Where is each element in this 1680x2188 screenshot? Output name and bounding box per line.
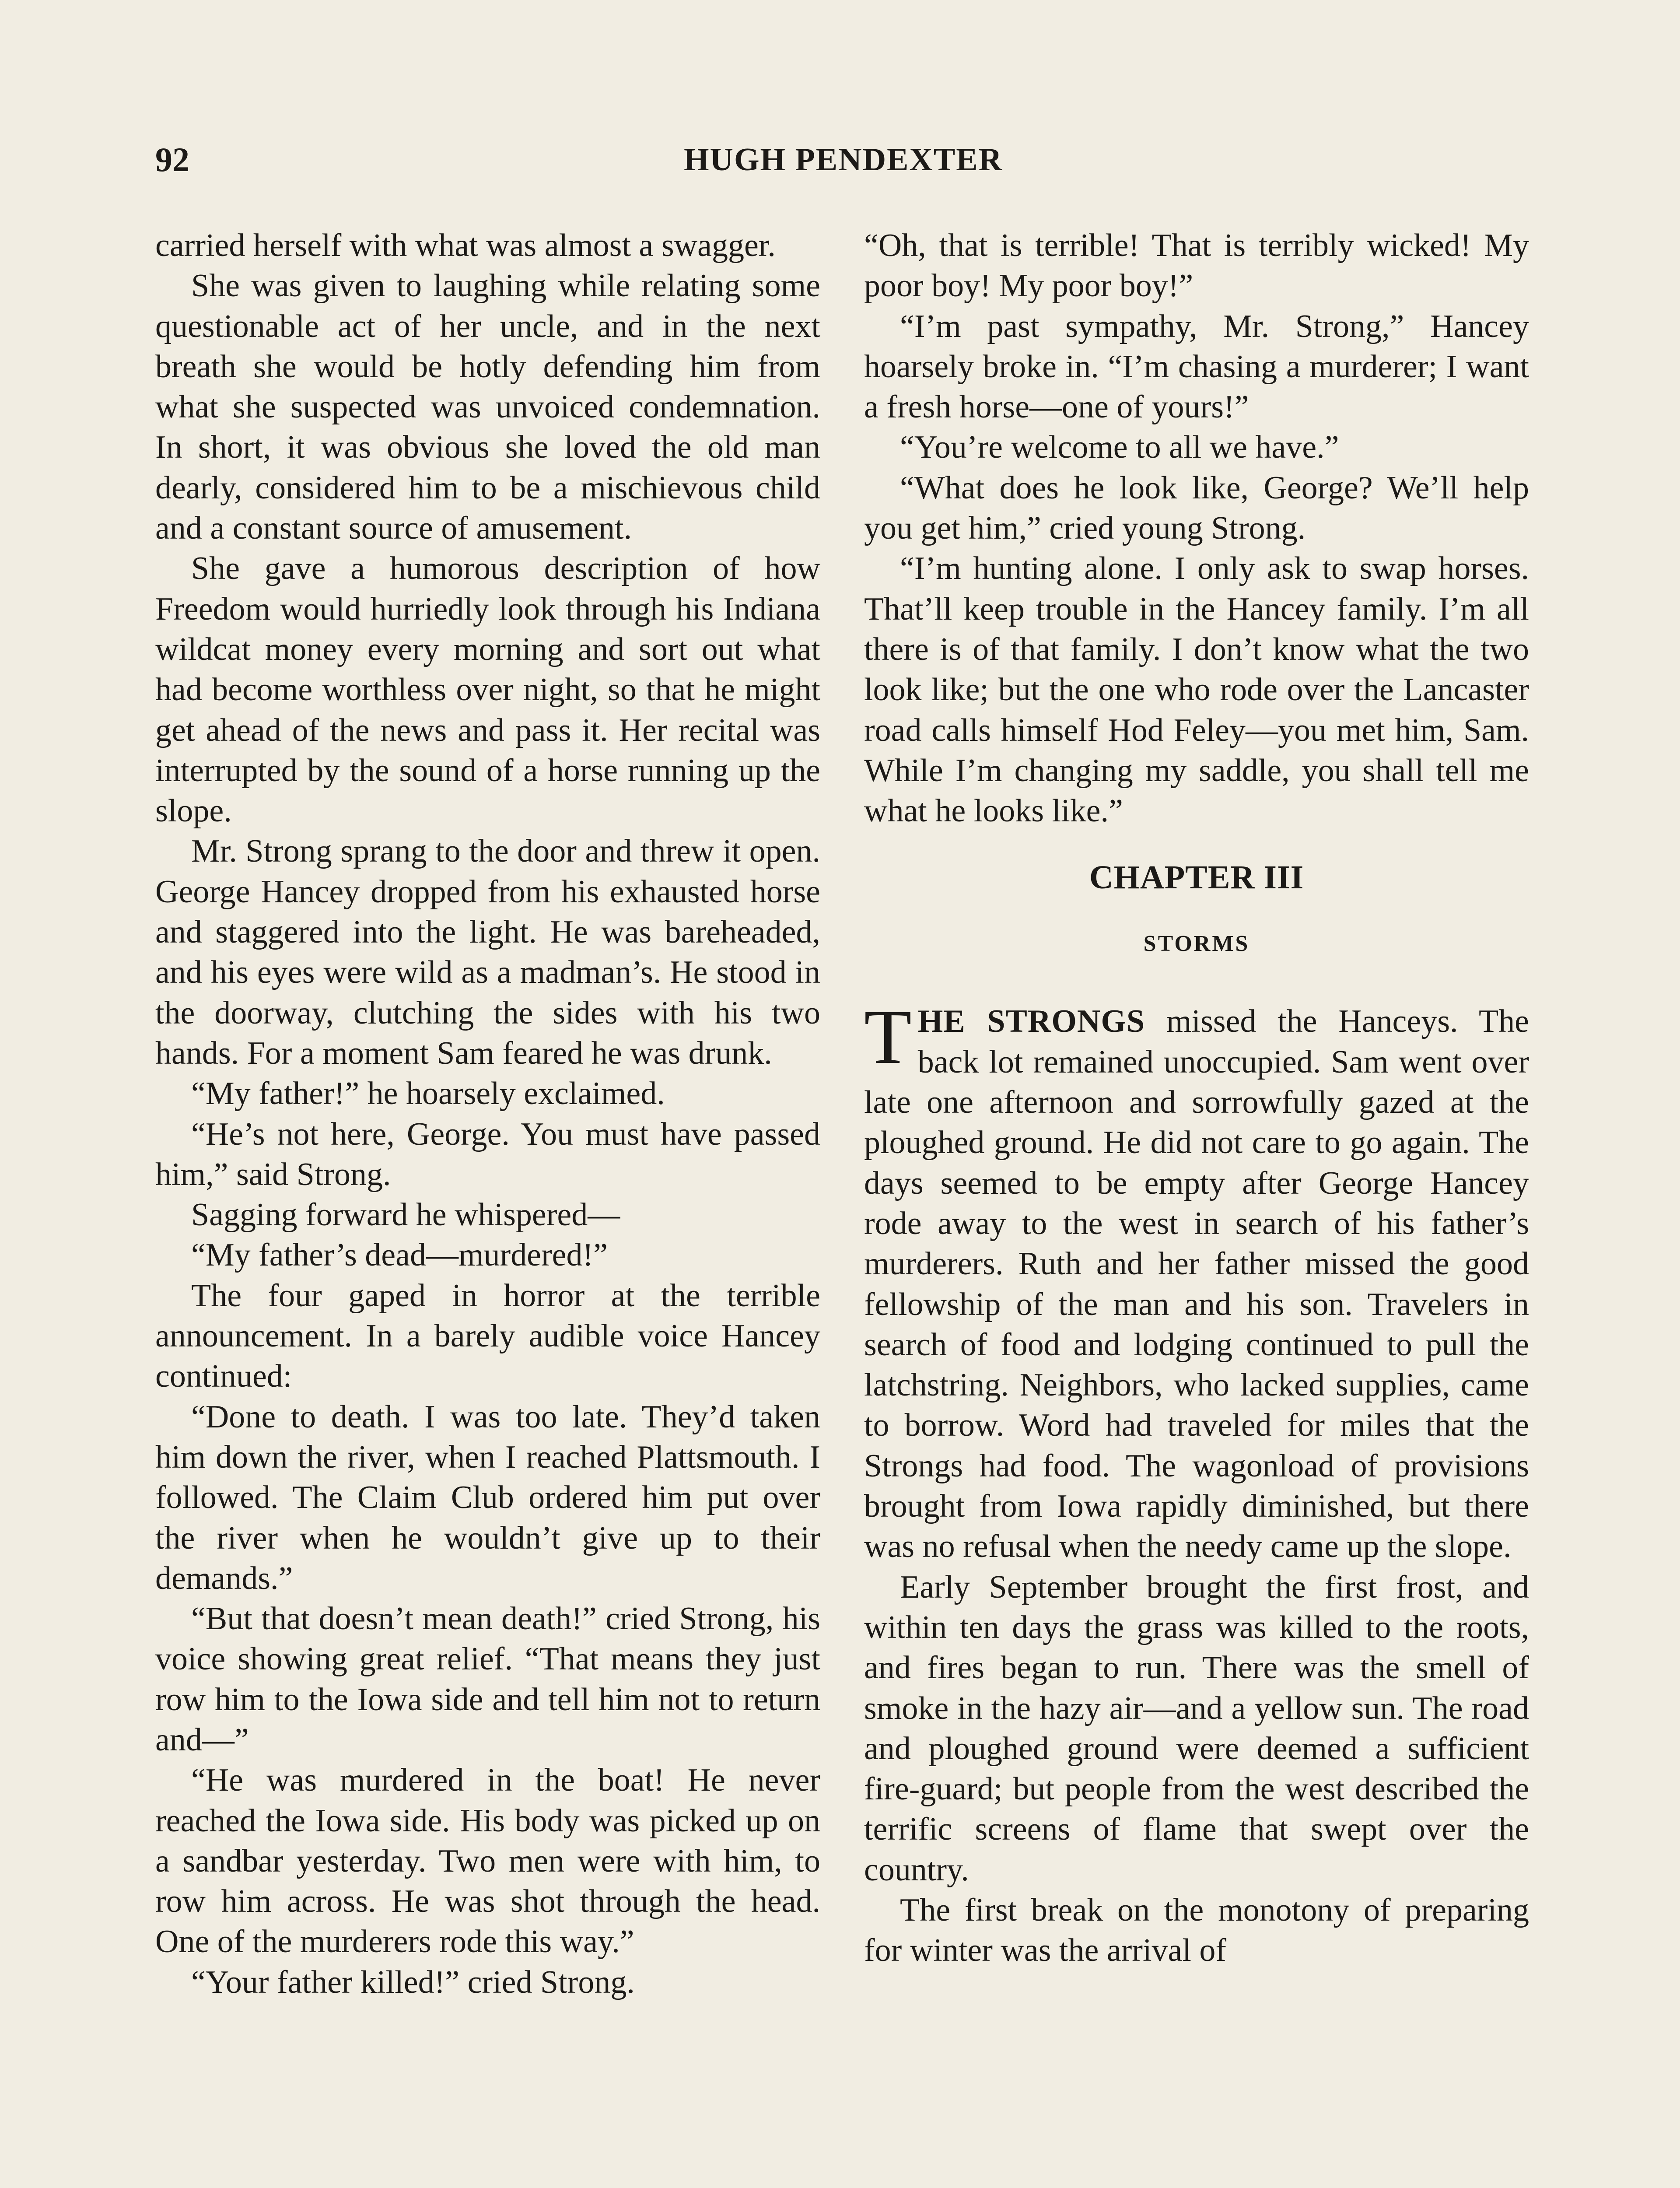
lead-in-caps: HE STRONGS: [917, 1003, 1145, 1040]
paragraph: She gave a humorous description of how Freedom would hurriedly look through his Indiana wildcat money every morning and sort out what had become worthless over night, so that he might get ahead of the news and pass it. Her recital was interrupted by the sound of a horse running up the slope.: [155, 551, 820, 829]
paragraph: “What does he look like, George? We’ll help you get him,” cried young Strong.: [864, 470, 1529, 547]
paragraph: “Your father killed!” cried Strong.: [191, 1964, 635, 2000]
running-head: [155, 136, 1531, 184]
drop-cap: T: [864, 993, 912, 1080]
paragraph: “But that doesn’t mean death!” cried Strong, his voice showing great relief. “That means they just row him to the Iowa side and tell him not to return and—”: [155, 1601, 820, 1758]
paragraph: “I’m past sympathy, Mr. Strong,” Hancey hoarsely broke in. “I’m chasing a murderer; I want a fresh horse—one of yours!”: [864, 308, 1529, 425]
page-number: 92: [155, 140, 189, 179]
author-running-title: HUGH PENDEXTER: [683, 142, 1003, 178]
paragraph: “My father’s dead—murdered!”: [191, 1237, 608, 1273]
paragraph-text: missed the Hanceys. The back lot remained unoccupied. Sam went over late one afternoon and sorrowfully gazed at the ploughed ground. He did not care to go again. The days seemed to be empty after George Hancey rode away to the west in search of his father’s murderers. Ruth and her father missed the good fellowship of the man and his son. Travelers in search of food and lodging continued to pull the latchstring. Neighbors, who lacked supplies, came to borrow. Word had traveled for miles that the Strongs had food. The wagonload of provisions brought from Iowa rapidly diminished, but there was no refusal when the needy came up the slope.: [864, 1003, 1529, 1565]
paragraph: “My father!” he hoarsely exclaimed.: [191, 1076, 665, 1112]
paragraph: “I’m hunting alone. I only ask to swap horses. That’ll keep trouble in the Hancey family. I’m all there is of that family. I don’t know what the two look like; but the one who rode over the Lancaster road calls himself Hod Feley—you met him, Sam. While I’m changing my saddle, you shall tell me what he looks like.”: [864, 551, 1529, 829]
paragraph: Sagging forward he whispered—: [191, 1197, 620, 1233]
chapter-heading: CHAPTER III: [1089, 859, 1304, 896]
chapter-subtitle: STORMS: [1143, 931, 1250, 957]
paragraph: Early September brought the first frost, and within ten days the grass was killed to the roots, and fires began to run. There was the smell of smoke in the hazy air—and a yellow sun. The road and ploughed ground were deemed a sufficient fire-guard; but people from the west described the terrific screens of flame that swept over the country.: [864, 1569, 1529, 1888]
paragraph: “He’s not here, George. You must have passed him,” said Strong.: [155, 1116, 820, 1192]
paragraph: “Oh, that is terrible! That is terribly wicked! My poor boy! My poor boy!”: [864, 228, 1529, 304]
chapter-opening-paragraph: [864, 993, 1529, 1567]
paragraph: “He was murdered in the boat! He never reached the Iowa side. His body was picked up on a sandbar yesterday. Two men were with him, to row him across. He was shot through the head. One of the murderers rode this way.”: [155, 1762, 820, 1960]
paragraph: carried herself with what was almost a swagger.: [155, 228, 776, 263]
paragraph: Mr. Strong sprang to the door and threw it open. George Hancey dropped from his exhausted horse and staggered into the light. He was bareheaded, and his eyes were wild as a madman’s. He stood in the doorway, clutching the sides with his two hands. For a moment Sam feared he was drunk.: [155, 833, 820, 1071]
paragraph: “You’re welcome to all we have.”: [900, 429, 1339, 466]
left-column: [155, 225, 820, 2002]
right-column: [864, 225, 1529, 1971]
paragraph: “Done to death. I was too late. They’d taken him down the river, when I reached Plattsmouth. I followed. The Claim Club ordered him put over the river when he wouldn’t give up to their demands.”: [155, 1399, 820, 1596]
paragraph: The first break on the monotony of preparing for winter was the arrival of: [864, 1892, 1529, 1969]
paragraph: The four gaped in horror at the terrible announcement. In a barely audible voice Hancey continued:: [155, 1277, 820, 1395]
paragraph: She was given to laughing while relating some questionable act of her uncle, and in the next breath she would be hotly defending him from what she suspected was unvoiced condemnation. In short, it was obvious she loved the old man dearly, considered him to be a mischievous child and a constant source of amusement.: [155, 268, 820, 547]
